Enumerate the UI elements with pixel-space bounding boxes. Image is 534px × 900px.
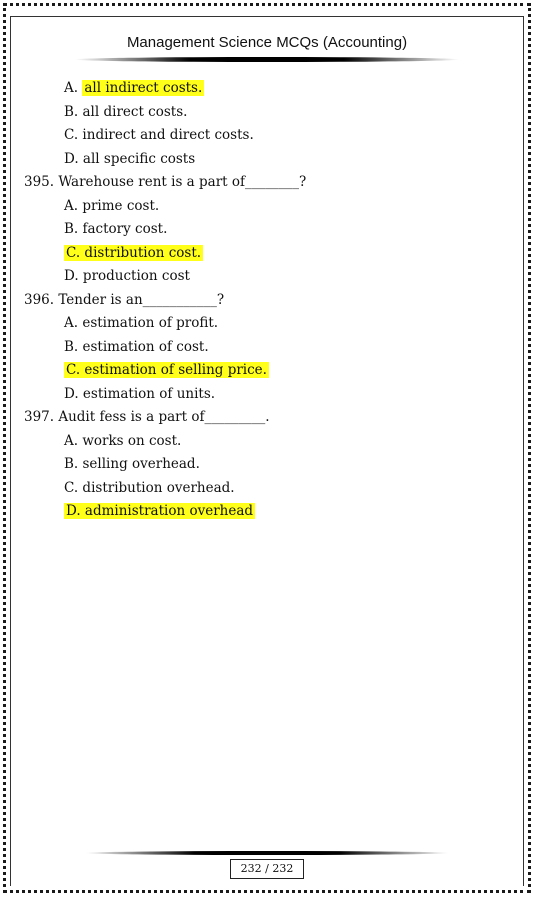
question-line: 397. Audit fess is a part of_________. (24, 409, 270, 425)
option-line: A. works on cost. (64, 432, 182, 449)
page-number: 232 / 232 (230, 859, 304, 879)
option-line: B. factory cost. (64, 221, 168, 237)
option-line: B. all direct costs. (64, 103, 188, 120)
header-divider (75, 57, 459, 62)
answer-highlight: all indirect costs. (84, 80, 203, 96)
footer-divider (85, 851, 449, 855)
option-line (64, 501, 255, 521)
option-line: D. all specific costs (64, 150, 196, 167)
option-line (64, 78, 204, 98)
answer-highlight: D. administration overhead (66, 503, 254, 519)
option-line: B. selling overhead. (64, 456, 200, 472)
option-line (64, 243, 203, 263)
option-line (64, 360, 269, 380)
option-line: D. production cost (64, 268, 190, 284)
inner-frame (10, 16, 524, 886)
option-line: B. estimation of cost. (64, 338, 209, 355)
page-title: Management Science MCQs (Accounting) (126, 34, 408, 51)
answer-highlight: C. distribution cost. (66, 244, 202, 261)
answer-highlight: C. estimation of selling price. (66, 362, 267, 378)
option-line: A. estimation of profit. (64, 315, 219, 331)
option-line: C. indirect and direct costs. (64, 127, 254, 143)
question-line: 395. Warehouse rent is a part of________? (24, 174, 307, 190)
option-line: D. estimation of units. (64, 385, 216, 402)
question-line: 396. Tender is an___________? (24, 291, 225, 308)
option-letter: A. (64, 80, 83, 96)
option-line: A. prime cost. (64, 197, 160, 214)
option-line: C. distribution overhead. (64, 479, 235, 496)
